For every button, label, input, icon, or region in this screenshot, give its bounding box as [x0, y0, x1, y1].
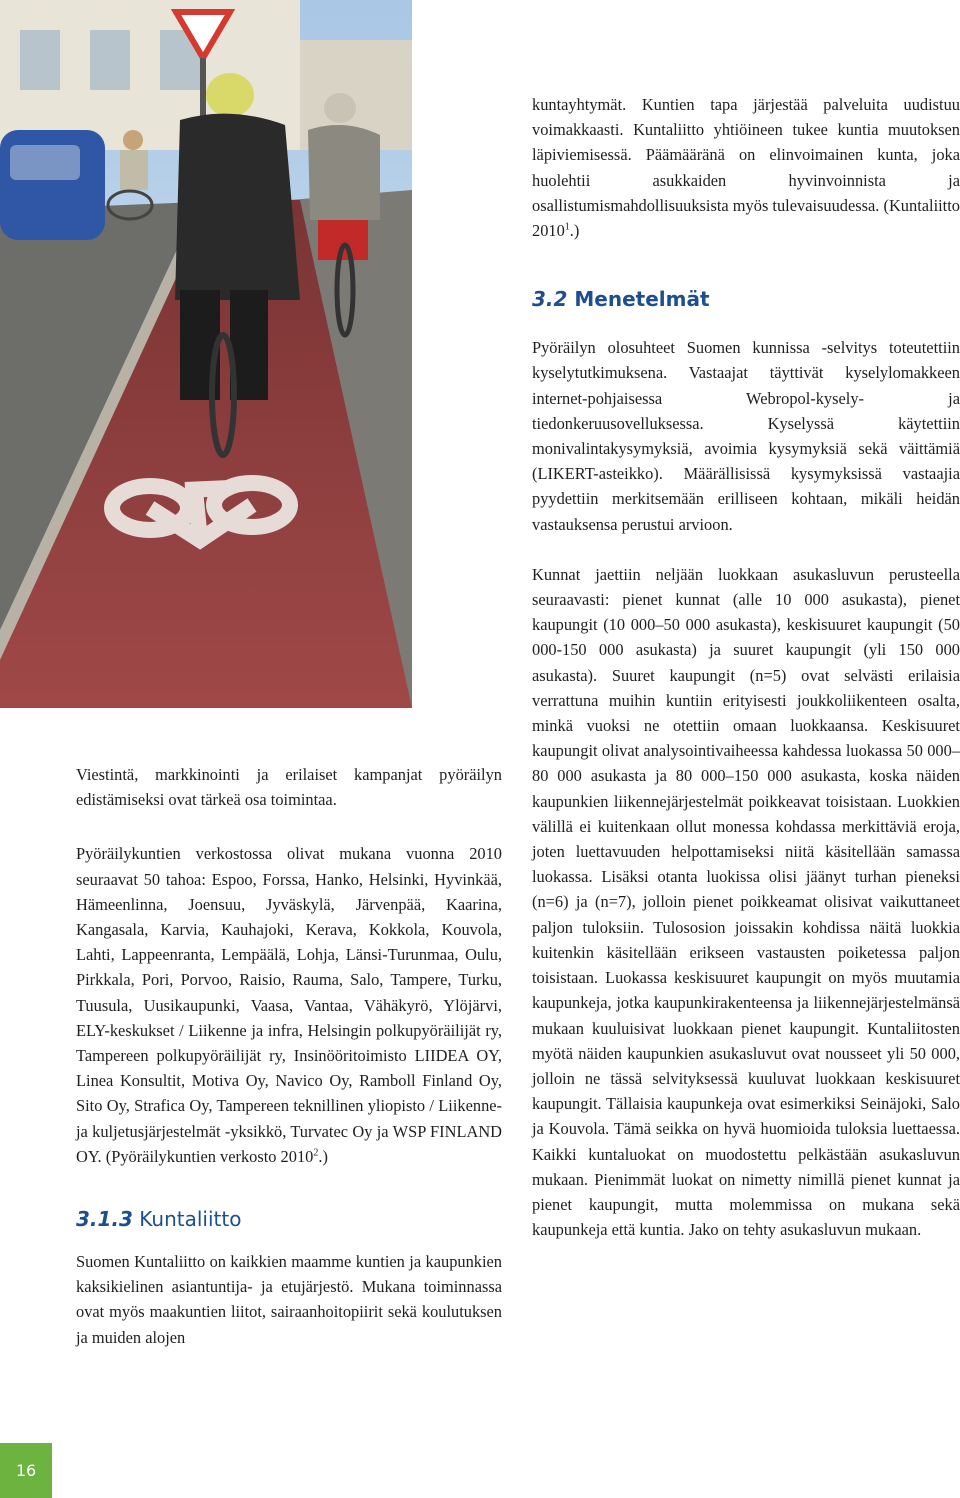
left-column [76, 762, 502, 1350]
methods-paragraph-1: Pyöräilyn olosuhteet Suomen kunnissa -selvitys toteutettiin kyselytutkimuksena. Vastaajat täyttivät kyselylomakkeen internet-pohjaisessa Webropol-kysely- ja tiedonkeruusovelluksessa. Kyselyssä käytettiin monivalintakysymyksiä, avoimia kysymyksiä sekä väittämiä (LIKERT-asteikko). Määrällisissä kysymyksissä vastaajia pyydettiin merkitsemään erilliseen kohtaan, mikäli heidän vastauksensa perustui arvioon. [532, 338, 960, 534]
bike-path-photo-icon [0, 0, 412, 708]
page-number: 16 [15, 1461, 37, 1480]
footnote-ref: 2 [313, 1147, 319, 1159]
footnote-ref: 1 [564, 221, 570, 233]
network-members-paragraph: Pyöräilykuntien verkostossa olivat mukana vuonna 2010 seuraavat 50 tahoa: Espoo, Forssa, Hanko, Helsinki, Hyvinkää, Hämeenlinna, Joensuu, Jyväskylä, Järvenpää, Kaarina, Kangasala, Karvia, Kauhajoki, Kerava, Kokkola, Kouvola, Lahti, Lappeenranta, Lempäälä, Lohja, Länsi-Turunmaa, Oulu, Pirkkala, Pori, Porvoo, Raisio, Rauma, Salo, Tampere, Turku, Tuusula, Uusikaupunki, Vaasa, Vantaa, Vähäkyrö, Ylöjärvi, ELY-keskukset / Liikenne ja infra, Helsingin polkupyöräilijät ry, Tampereen polkupyöräilijät ry, Insinööritoimisto LIIDEA OY, Linea Konsultit, Motiva Oy, Navico Oy, Ramboll Finland Oy, Sito Oy, Strafica Oy, Tampereen teknillinen yliopisto / Liikenne- ja kuljetusjärjestelmät -yksikkö, Turvatec Oy ja WSP FINLAND OY. (Pyöräilykuntien verkosto 2010$^2$.) [76, 844, 502, 1166]
intro-paragraph: kuntayhtymät. Kuntien tapa järjestää palveluita uudistuu voimakkaasti. Kuntaliitto yhtiöineen tukee kuntia muutoksen läpiviemisessä. Päämääränä on elinvoimainen kunta, joka huolehtii asukkaiden hyvinvoinnista ja osallistumismahdollisuuksista myös tulevaisuudessa. (Kuntaliitto 2010$^1$.) [532, 95, 960, 241]
cyclists-photo [0, 0, 412, 708]
section-heading-menetelmat: 3.2 Menetelmät [532, 287, 710, 312]
right-column [532, 92, 960, 1242]
methods-paragraph-2: Kunnat jaettiin neljään luokkaan asukasluvun perusteella seuraavasti: pienet kunnat (alle 10 000 asukasta), pienet kaupungit (10 000–50 000 asukasta), keskisuuret kaupungit (50 000-150 000 asukasta) ja suuret kaupungit (yli 150 000 asukasta). Suuret kaupungit (n=5) ovat selvästi erilaisia verrattuna muihin kuntiin erityisesti joukkoliikenteen osalta, minkä vuoksi ne otettiin omaan luokkaansa. Keskisuuret kaupungit olivat analysointivaiheessa kahdessa luokassa 50 000–80 000 asukasta ja 80 000–150 000 asukasta, koska näiden kaupunkien liikennejärjestelmät poikkeavat toisistaan. Luokkien välillä ei kuitenkaan ollut monessa kohdassa merkittäviä eroja, joten luettavuuden helpottamiseksi niitä käsitellään samassa luokassa. Lisäksi otanta luokissa olisi jäänyt turhan pieneksi (n=6) ja (n=7), jolloin pienet poikkeamat olisivat vaikuttaneet paljon tuloksiin. Tulososion joissakin kohdissa näitä luokkia kuitenkin käsitellään erikseen vastausten poiketessa paljon toisistaan. Luokassa keskisuuret kaupungit on myös muutamia kaupunkeja, jotka kaupunkirakenteensa ja liikennejärjestelmänsä mukaan kuuluisivat luokkaan pienet kaupungit. Kuntaliitosten myötä näiden kaupunkien asukasluvut ovat nousseet yli 50 000, jolloin ne tässä selvityksessä kuuluvat luokkaan keskisuuret kaupungit. Tällaisia kaupunkeja ovat esimerkiksi Seinäjoki, Salo ja Kouvola. Tämä seikka on hyvä huomioida tuloksia luettaessa. Kaikki kuntaluokat on muodostettu pelkästään asukasluvun mukaan. Pienimmät luokat on nimetty nimillä pienet kunnat ja pienet kaupungit, mutta molemmissa on mukana sekä kaupunkeja että kuntia. Jako on tehty asukasluvun mukaan. [532, 564, 960, 1240]
section-heading-kuntaliitto: 3.1.3 Kuntaliitto [76, 1207, 242, 1232]
communication-paragraph: Viestintä, markkinointi ja erilaiset kampanjat pyöräilyn edistämiseksi ovat tärkeä osa toimintaa. [76, 765, 502, 810]
kuntaliitto-paragraph: Suomen Kuntaliitto on kaikkien maamme kuntien ja kaupunkien kaksikielinen asiantuntija- ja etujärjestö. Mukana toiminnassa ovat myös maakuntien liitot, sairaanhoitopiirit sekä koulutuksen ja muiden alojen [76, 1252, 502, 1347]
page-number-badge [0, 1443, 52, 1498]
